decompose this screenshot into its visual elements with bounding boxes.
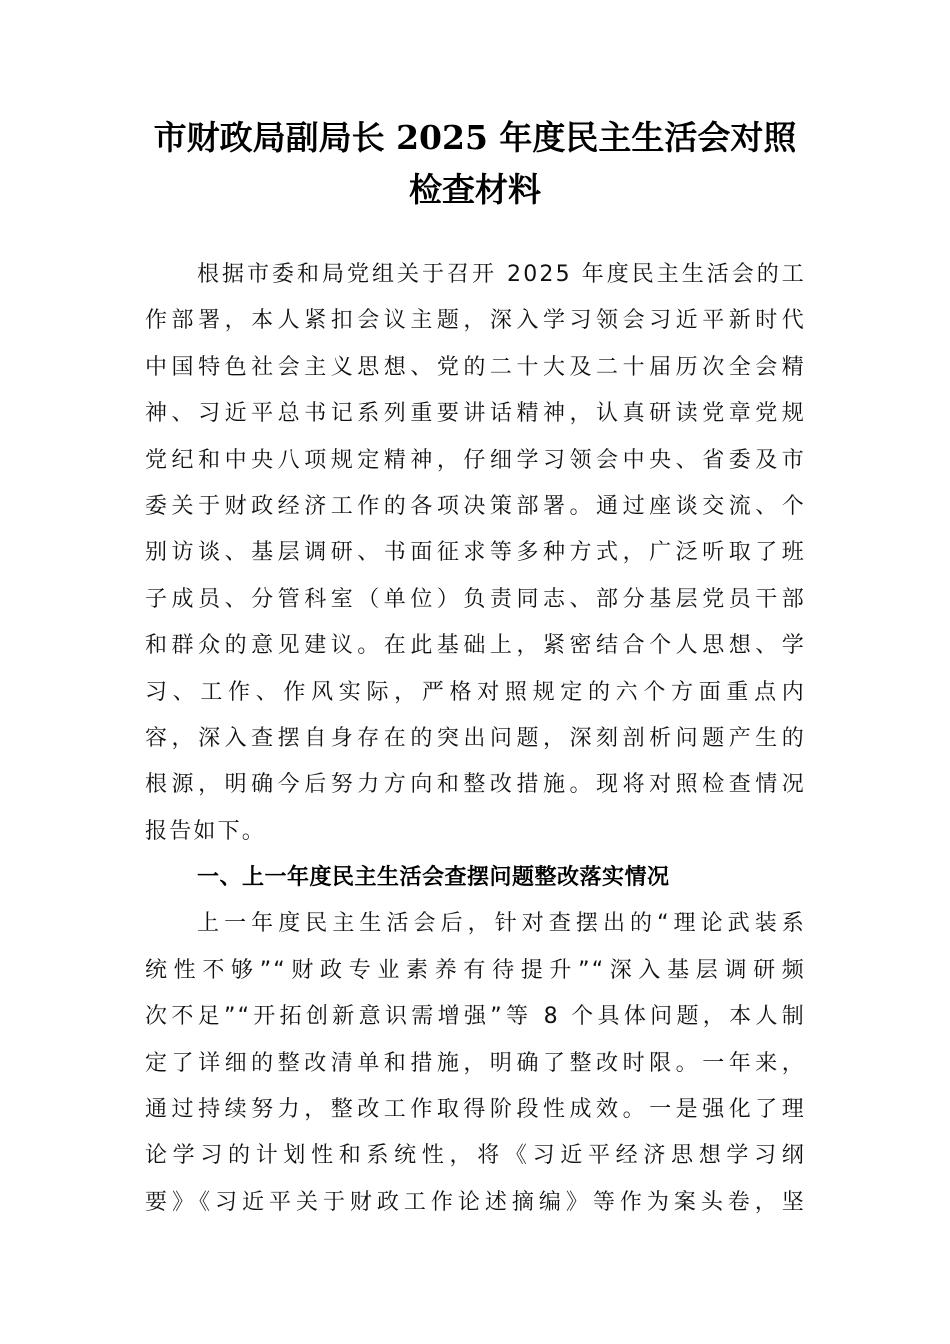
text-line: 别访谈、基层调研、书面征求等多种方式，广泛听取了班: [145, 540, 806, 566]
text-line: 中国特色社会主义思想、党的二十大及二十届历次全会精: [145, 354, 806, 380]
text-line: 定了详细的整改清单和措施，明确了整改时限。一年来，: [145, 1050, 806, 1076]
text-line: 根据市委和局党组关于召开 2025 年度民主生活会的工: [197, 262, 806, 287]
text-line: 论学习的计划性和系统性，将《习近平经济思想学习纲: [145, 1143, 806, 1169]
text-line: 统性不够”“财政专业素养有待提升”“深入基层调研频: [145, 957, 806, 983]
text-line: 次不足”“开拓创新意识需增强”等 8 个具体问题，本人制: [145, 1004, 806, 1030]
text-line: 作部署，本人紧扣会议主题，深入学习领会习近平新时代: [145, 308, 806, 334]
title-line-2: 检查材料: [409, 170, 541, 209]
text-line: 容，深入查摆自身存在的突出问题，深刻剖析问题产生的: [145, 725, 806, 751]
text-line: 神、习近平总书记系列重要讲话精神，认真研读党章党规: [145, 401, 806, 427]
text-line: 和群众的意见建议。在此基础上，紧密结合个人思想、学: [145, 633, 806, 659]
text-line: 习、工作、作风实际，严格对照规定的六个方面重点内: [145, 679, 806, 705]
text-line: 上一年度民主生活会后，针对查摆出的“理论武装系: [197, 911, 806, 937]
text-line: 党纪和中央八项规定精神，仔细学习领会中央、省委及市: [145, 447, 806, 473]
text-line: 报告如下。: [145, 818, 267, 844]
text-line: 通过持续努力，整改工作取得阶段性成效。一是强化了理: [145, 1097, 806, 1123]
text-line: 根源，明确今后努力方向和整改措施。现将对照检查情况: [145, 772, 806, 798]
section-heading-1: 一、上一年度民主生活会查摆问题整改落实情况: [197, 865, 670, 891]
text-line: 要》《习近平关于财政工作论述摘编》等作为案头卷，坚: [145, 1189, 806, 1215]
paragraph-2: [145, 901, 806, 1226]
text-line: 子成员、分管科室（单位）负责同志、部分基层党员干部: [145, 586, 806, 612]
document-body: [145, 252, 806, 1226]
title-line-1: 市财政局副局长 2025 年度民主生活会对照: [153, 118, 797, 157]
paragraph-1: [145, 252, 806, 855]
text-line: 委关于财政经济工作的各项决策部署。通过座谈交流、个: [145, 493, 806, 519]
document-title: [140, 112, 810, 216]
